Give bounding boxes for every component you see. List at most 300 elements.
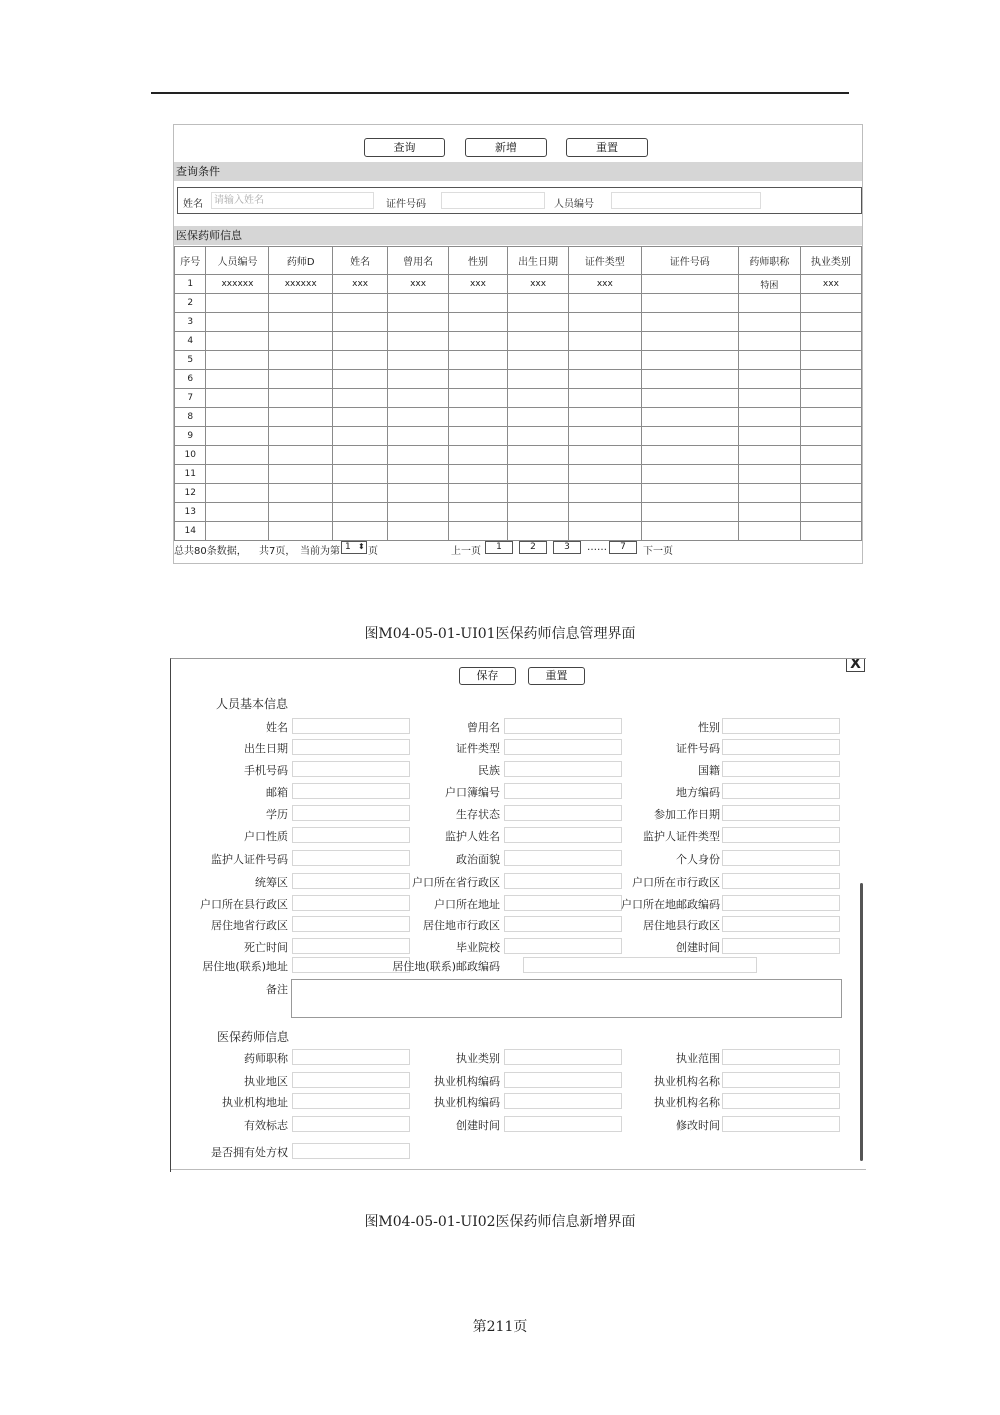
field-input[interactable] [504, 739, 622, 755]
table-cell [508, 465, 569, 484]
remark-textarea[interactable] [291, 979, 842, 1018]
table-cell [800, 294, 861, 313]
table-cell [738, 408, 800, 427]
field-label: 居住地(联系)地址 [202, 960, 288, 973]
table-cell [332, 294, 387, 313]
table-cell [332, 408, 387, 427]
table-cell [569, 503, 641, 522]
table-cell [508, 446, 569, 465]
table-cell [206, 446, 269, 465]
field-label: 监护人证件类型 [643, 830, 720, 843]
table-cell [641, 351, 738, 370]
header-rule [151, 92, 849, 94]
field-label: 是否拥有处方权 [211, 1146, 288, 1159]
table-cell [641, 446, 738, 465]
field-label: 居住地(联系)邮政编码 [392, 960, 500, 973]
table-cell [332, 484, 387, 503]
table-cell [448, 313, 507, 332]
field-input[interactable] [292, 827, 410, 843]
field-label: 生存状态 [456, 808, 500, 821]
table-cell: 12 [175, 484, 206, 503]
pharmacist-table [174, 246, 862, 541]
query-section-title: 查询条件 [174, 162, 863, 181]
table-cell [641, 503, 738, 522]
field-label: 地方编码 [676, 786, 720, 799]
table-cell [388, 389, 449, 408]
table-cell: xxx [388, 275, 449, 294]
field-label: 创建时间 [456, 1119, 500, 1132]
table-cell [332, 427, 387, 446]
table-cell [206, 389, 269, 408]
field-input[interactable] [292, 1093, 410, 1109]
field-input[interactable] [504, 827, 622, 843]
table-cell: 3 [175, 313, 206, 332]
prev-page-link[interactable]: 上一页 [451, 546, 481, 557]
field-label: 统筹区 [255, 876, 288, 889]
field-label: 户口性质 [244, 830, 288, 843]
table-header [175, 247, 862, 275]
field-label: 国籍 [698, 764, 720, 777]
table-row[interactable] [175, 351, 862, 370]
table-cell [569, 484, 641, 503]
table-cell [206, 370, 269, 389]
table-cell [641, 275, 738, 294]
table-cell [206, 351, 269, 370]
field-input[interactable] [722, 805, 840, 821]
table-cell [332, 370, 387, 389]
table-row[interactable] [175, 427, 862, 446]
field-label: 户口所在省行政区 [412, 876, 500, 889]
table-cell: 6 [175, 370, 206, 389]
field-label: 毕业院校 [456, 941, 500, 954]
field-label: 手机号码 [244, 764, 288, 777]
table-cell [508, 313, 569, 332]
page-button-7[interactable]: 7 [609, 541, 637, 554]
field-input[interactable] [292, 805, 410, 821]
table-cell [206, 408, 269, 427]
remark-label: 备注 [266, 983, 288, 996]
field-input[interactable] [722, 895, 840, 911]
field-input[interactable] [504, 1116, 622, 1132]
table-cell [448, 503, 507, 522]
table-cell [569, 332, 641, 351]
field-input[interactable] [504, 1093, 622, 1109]
table-cell [569, 446, 641, 465]
table-cell [508, 427, 569, 446]
table-cell [388, 427, 449, 446]
table-cell [448, 484, 507, 503]
field-input[interactable] [722, 916, 840, 932]
table-cell [388, 484, 449, 503]
field-input[interactable] [292, 783, 410, 799]
table-cell [269, 465, 333, 484]
table-cell [332, 503, 387, 522]
field-label: 执业范围 [676, 1052, 720, 1065]
field-input[interactable] [292, 938, 410, 954]
vertical-scrollbar[interactable] [860, 883, 863, 1161]
current-page-select[interactable]: 1 ⬍ [341, 541, 367, 554]
table-cell [332, 522, 387, 541]
field-label: 居住地县行政区 [643, 919, 720, 932]
table-row[interactable] [175, 484, 862, 503]
field-input[interactable] [292, 916, 410, 932]
field-label: 执业机构编码 [434, 1075, 500, 1088]
field-input[interactable] [722, 739, 840, 755]
table-cell [641, 389, 738, 408]
total-count: 总共80条数据， [174, 546, 247, 557]
page-ellipsis: …… [587, 542, 607, 553]
dialog-bottom-edge [171, 1169, 866, 1170]
field-label: 居住地省行政区 [211, 919, 288, 932]
table-cell [269, 332, 333, 351]
table-cell [569, 370, 641, 389]
table-cell [641, 522, 738, 541]
table-cell [800, 465, 861, 484]
table-cell [269, 503, 333, 522]
table-cell [206, 465, 269, 484]
table-cell [508, 351, 569, 370]
table-cell [269, 427, 333, 446]
table-cell [269, 294, 333, 313]
table-cell [641, 370, 738, 389]
page-button-3[interactable]: 3 [553, 541, 581, 554]
field-input[interactable] [292, 1116, 410, 1132]
field-label: 死亡时间 [244, 941, 288, 954]
name-input[interactable]: 请输入姓名 [211, 192, 374, 209]
field-label: 执业机构名称 [654, 1096, 720, 1109]
table-cell [388, 370, 449, 389]
table-cell [388, 522, 449, 541]
field-input[interactable] [722, 938, 840, 954]
column-header: 出生日期 [508, 247, 569, 275]
table-cell: xxx [508, 275, 569, 294]
field-input[interactable] [292, 1143, 410, 1159]
table-cell [448, 351, 507, 370]
reset-button[interactable]: 重置 [566, 138, 648, 157]
column-header: 证件号码 [641, 247, 738, 275]
table-cell [508, 484, 569, 503]
field-label: 学历 [266, 808, 288, 821]
table-cell [641, 332, 738, 351]
field-label: 邮箱 [266, 786, 288, 799]
table-cell [206, 313, 269, 332]
field-label: 监护人姓名 [445, 830, 500, 843]
table-row[interactable] [175, 370, 862, 389]
field-label: 户口簿编号 [445, 786, 500, 799]
table-cell [448, 370, 507, 389]
table-cell [388, 408, 449, 427]
cert-no-input[interactable] [441, 192, 545, 209]
table-cell: 11 [175, 465, 206, 484]
field-input[interactable] [504, 895, 622, 911]
table-cell [800, 484, 861, 503]
table-cell: 2 [175, 294, 206, 313]
field-input[interactable] [504, 1072, 622, 1088]
field-label: 执业机构编码 [434, 1096, 500, 1109]
table-cell [448, 427, 507, 446]
field-label: 姓名 [266, 721, 288, 734]
table-cell [332, 332, 387, 351]
field-label: 证件类型 [456, 742, 500, 755]
field-label: 修改时间 [676, 1119, 720, 1132]
table-cell [388, 351, 449, 370]
field-input[interactable] [504, 805, 622, 821]
field-input[interactable] [292, 718, 410, 734]
table-row[interactable] [175, 294, 862, 313]
table-cell [388, 313, 449, 332]
table-cell [388, 465, 449, 484]
field-input[interactable] [504, 718, 622, 734]
table-cell [206, 484, 269, 503]
table-cell [508, 522, 569, 541]
field-input[interactable] [292, 895, 410, 911]
table-cell [332, 351, 387, 370]
table-row[interactable] [175, 465, 862, 484]
column-header: 药师职称 [738, 247, 800, 275]
table-cell [388, 332, 449, 351]
table-row[interactable] [175, 408, 862, 427]
table-cell [569, 465, 641, 484]
person-no-label: 人员编号 [554, 199, 594, 210]
table-cell [738, 446, 800, 465]
table-cell [800, 389, 861, 408]
field-label: 出生日期 [244, 742, 288, 755]
table-cell [800, 351, 861, 370]
pharmacist-info-section-title: 医保药师信息 [217, 1030, 290, 1044]
field-input[interactable] [292, 1072, 410, 1088]
column-header: 姓名 [332, 247, 387, 275]
table-cell [206, 503, 269, 522]
table-cell: 5 [175, 351, 206, 370]
table-cell: xxx [569, 275, 641, 294]
table-cell [206, 522, 269, 541]
page-count: 共7页， [259, 546, 296, 557]
table-cell [508, 408, 569, 427]
column-header: 人员编号 [206, 247, 269, 275]
table-cell [738, 389, 800, 408]
field-label: 监护人证件号码 [211, 853, 288, 866]
table-section-title: 医保药师信息 [174, 226, 863, 245]
field-label: 创建时间 [676, 941, 720, 954]
field-label: 户口所在地邮政编码 [621, 898, 720, 911]
table-cell [508, 503, 569, 522]
figure-caption-2: 图M04-05-01-UI02医保药师信息新增界面 [364, 1214, 636, 1230]
field-input[interactable] [504, 916, 622, 932]
table-cell [269, 351, 333, 370]
table-cell: xxx [448, 275, 507, 294]
table-cell [332, 313, 387, 332]
table-cell [269, 389, 333, 408]
table-cell [800, 503, 861, 522]
table-cell [641, 408, 738, 427]
table-body [175, 275, 862, 541]
table-row[interactable] [175, 503, 862, 522]
table-cell [738, 370, 800, 389]
table-cell [569, 294, 641, 313]
page-button-2[interactable]: 2 [519, 541, 547, 554]
field-input[interactable] [504, 873, 622, 889]
table-cell [738, 294, 800, 313]
table-cell [388, 446, 449, 465]
table-cell [738, 313, 800, 332]
query-conditions [177, 187, 862, 214]
current-page-suffix: 页 [368, 546, 378, 557]
table-cell [800, 427, 861, 446]
field-input[interactable] [504, 1049, 622, 1065]
table-cell [569, 313, 641, 332]
table-cell [332, 389, 387, 408]
table-cell [800, 313, 861, 332]
table-cell [641, 427, 738, 446]
table-cell [332, 446, 387, 465]
column-header: 证件类型 [569, 247, 641, 275]
table-cell [569, 427, 641, 446]
table-cell [448, 408, 507, 427]
field-input[interactable] [292, 1049, 410, 1065]
page-button-1[interactable]: 1 [485, 541, 513, 554]
table-cell [508, 370, 569, 389]
field-input[interactable] [722, 1072, 840, 1088]
table-cell [269, 484, 333, 503]
next-page-link[interactable]: 下一页 [643, 546, 673, 557]
field-label: 药师职称 [244, 1052, 288, 1065]
table-cell [800, 332, 861, 351]
name-label: 姓名 [183, 199, 203, 210]
field-input[interactable] [504, 761, 622, 777]
table-cell: xxxxxx [206, 275, 269, 294]
table-cell [269, 446, 333, 465]
table-cell [388, 294, 449, 313]
field-input[interactable] [722, 718, 840, 734]
table-cell [448, 465, 507, 484]
table-cell: xxxxxx [269, 275, 333, 294]
field-input[interactable] [722, 1049, 840, 1065]
figure-caption-1: 图M04-05-01-UI01医保药师信息管理界面 [364, 626, 636, 642]
basic-info-section-title: 人员基本信息 [216, 697, 289, 711]
pharmacist-management-screenshot [173, 124, 863, 564]
person-no-input[interactable] [611, 192, 761, 209]
table-cell [738, 484, 800, 503]
field-label: 性别 [698, 721, 720, 734]
table-cell [738, 503, 800, 522]
field-label: 户口所在县行政区 [200, 898, 288, 911]
table-cell [206, 332, 269, 351]
field-input[interactable] [722, 783, 840, 799]
table-cell [641, 294, 738, 313]
table-cell [206, 294, 269, 313]
form-reset-button[interactable]: 重置 [528, 667, 585, 685]
pagination [174, 540, 863, 558]
table-cell: 8 [175, 408, 206, 427]
table-cell: 4 [175, 332, 206, 351]
field-input[interactable] [523, 957, 757, 973]
pharmacist-add-screenshot [170, 658, 866, 1172]
field-label: 曾用名 [467, 721, 500, 734]
table-row[interactable] [175, 446, 862, 465]
table-row[interactable] [175, 522, 862, 541]
table-cell [448, 294, 507, 313]
spinner-icon: ⬍ [358, 542, 365, 551]
table-cell [332, 465, 387, 484]
table-cell [641, 465, 738, 484]
table-cell [800, 522, 861, 541]
field-label: 个人身份 [676, 853, 720, 866]
field-label: 参加工作日期 [654, 808, 720, 821]
field-input[interactable] [722, 850, 840, 866]
table-cell [508, 332, 569, 351]
table-row[interactable] [175, 389, 862, 408]
table-cell [738, 522, 800, 541]
field-input[interactable] [292, 850, 410, 866]
close-icon[interactable]: X [846, 658, 865, 672]
column-header: 曾用名 [388, 247, 449, 275]
field-label: 户口所在市行政区 [632, 876, 720, 889]
column-header: 序号 [175, 247, 206, 275]
field-input[interactable] [722, 761, 840, 777]
table-cell [641, 484, 738, 503]
column-header: 执业类别 [800, 247, 861, 275]
table-cell [269, 313, 333, 332]
field-label: 执业类别 [456, 1052, 500, 1065]
table-cell [388, 503, 449, 522]
query-button[interactable]: 查询 [364, 138, 445, 157]
table-cell [569, 408, 641, 427]
page-number: 第211页 [472, 1319, 528, 1335]
save-button[interactable]: 保存 [459, 667, 516, 685]
field-input[interactable] [292, 761, 410, 777]
table-cell: 1 [175, 275, 206, 294]
table-cell [738, 465, 800, 484]
field-input[interactable] [504, 850, 622, 866]
table-cell [800, 370, 861, 389]
field-input[interactable] [722, 1116, 840, 1132]
table-cell: xxx [800, 275, 861, 294]
table-cell [738, 351, 800, 370]
table-cell [448, 446, 507, 465]
table-cell: 14 [175, 522, 206, 541]
add-button[interactable]: 新增 [465, 138, 547, 157]
table-row[interactable] [175, 275, 862, 294]
field-label: 民族 [478, 764, 500, 777]
field-input[interactable] [504, 938, 622, 954]
field-input[interactable] [722, 873, 840, 889]
table-cell [448, 332, 507, 351]
column-header: 性别 [448, 247, 507, 275]
field-input[interactable] [722, 827, 840, 843]
table-row[interactable] [175, 313, 862, 332]
field-input[interactable] [292, 873, 410, 889]
table-cell: 特困 [738, 275, 800, 294]
field-input[interactable] [292, 739, 410, 755]
table-cell [269, 408, 333, 427]
table-cell [641, 313, 738, 332]
field-input[interactable] [722, 1093, 840, 1109]
table-cell [569, 351, 641, 370]
field-label: 居住地市行政区 [423, 919, 500, 932]
table-cell [738, 427, 800, 446]
field-input[interactable] [504, 783, 622, 799]
field-label: 证件号码 [676, 742, 720, 755]
table-cell [269, 522, 333, 541]
field-label: 有效标志 [244, 1119, 288, 1132]
table-row[interactable] [175, 332, 862, 351]
table-cell [508, 294, 569, 313]
table-cell: 9 [175, 427, 206, 446]
cert-no-label: 证件号码 [386, 199, 426, 210]
table-cell: 7 [175, 389, 206, 408]
table-cell: 10 [175, 446, 206, 465]
field-label: 执业地区 [244, 1075, 288, 1088]
